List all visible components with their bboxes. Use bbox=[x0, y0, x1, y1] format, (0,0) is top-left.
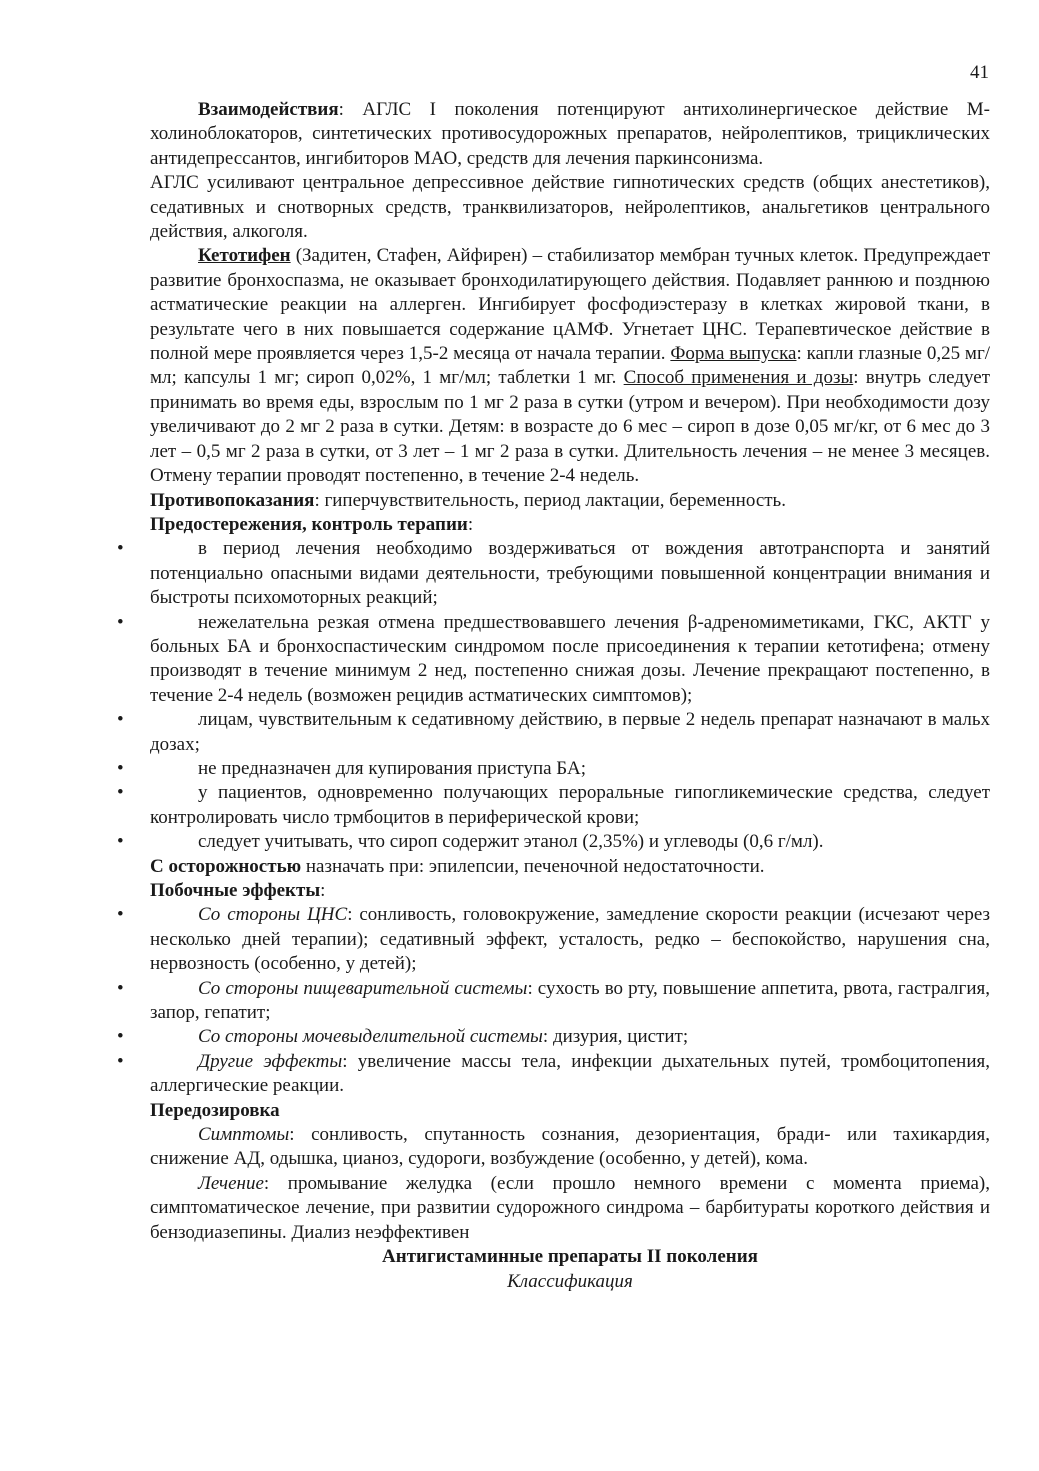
precautions-heading bbox=[150, 513, 990, 537]
contraindications-text: : гиперчувствительность, период лактации, беременность. bbox=[314, 489, 786, 511]
form-label: Форма выпуска bbox=[670, 343, 797, 365]
side-effects-colon: : bbox=[320, 880, 326, 901]
list-item: • не предназначен для купирования приступа БА; bbox=[150, 757, 990, 781]
interactions-paragraph-2: АГЛС усиливают центральное депрессивное действие гипнотических средств (общих анестетиков), седативных и снотворных средств, транквилизаторов, нейролептиков, анальгетиков центрального действия, алкоголя. bbox=[150, 172, 990, 243]
overdose-treatment bbox=[150, 1172, 990, 1245]
overdose-symptoms bbox=[150, 1123, 990, 1172]
precautions-label: Предостережения, контроль терапии bbox=[150, 513, 468, 535]
precautions-list bbox=[150, 537, 990, 854]
symptoms-label: Симптомы bbox=[198, 1124, 290, 1146]
document-body bbox=[150, 98, 990, 1294]
list-item bbox=[150, 1025, 990, 1049]
list-item: • следует учитывать, что сироп содержит этанол (2,35%) и углеводы (0,6 г/мл). bbox=[150, 830, 990, 854]
ketotifen-paragraph bbox=[150, 244, 990, 488]
treatment-label: Лечение bbox=[198, 1172, 264, 1194]
side-effects-heading bbox=[150, 879, 990, 903]
side-effect-text: : дизурия, цистит; bbox=[542, 1026, 689, 1048]
side-effect-heading: Со стороны пищеварительной системы bbox=[198, 977, 528, 999]
dose-label: Способ применения и дозы bbox=[623, 367, 854, 389]
interactions-paragraph bbox=[150, 98, 990, 171]
precautions-colon: : bbox=[467, 513, 474, 535]
caution-label: С осторожностью bbox=[150, 855, 302, 877]
interactions-label: Взаимодействия bbox=[198, 99, 339, 120]
side-effects-label: Побочные эффекты bbox=[150, 880, 321, 901]
side-effect-heading: Другие эффекты bbox=[198, 1050, 343, 1072]
side-effect-text: : сухость во рту, повышение аппетита, рвота, гастралгия, запор, гепатит; bbox=[150, 977, 990, 1024]
form-text: : капли глазные 0,25 мг/мл; капсулы 1 мг; сироп 0,02%, 1 мг/мл; таблетки 1 мг. bbox=[150, 343, 991, 389]
side-effect-text: : сонливость, головокружение, замедление скорости реакции (исчезают через несколько дней терапии); седативный эффект, усталость, редко – беспокойство, нарушения сна, нервозность (особенно, у детей); bbox=[150, 904, 990, 975]
ketotifen-text-1: (Задитен, Стафен, Айфирен) – стабилизатор мембран тучных клеток. Предупреждает развитие бронхоспазма, не оказывает бронходилатирующего действия. Подавляет раннюю и позднюю астматические реакции на аллерген. Ингибирует фосфодиэстеразу в клетках жировой ткани, в результате чего в них повышается содержание цАМФ. Угнетает ЦНС. Терапевтическое действие в полной мере проявляется через 1,5-2 месяца от начала терапии. bbox=[150, 245, 990, 365]
list-item: • у пациентов, одновременно получающих пероральные гипогликемические средства, следует контролировать число трмбоцитов в периферической крови; bbox=[150, 781, 990, 830]
section-subtitle: Классификация bbox=[507, 1270, 633, 1292]
dose-text: : внутрь следует принимать во время еды, взрослым по 1 мг 2 раза в сутки (утром и вечером). При необходимости дозу увеличивают до 2 мг 2 раза в сутки. Детям: в возрасте до 6 мес – сироп в дозе 0,05 мг/кг, от 6 мес до 3 лет – 0,5 мг 2 раза в сутки, от 3 лет – 1 мг 2 раза в сутки. Длительность лечения – не менее 3 месяцев. Отмену терапии проводят постепенно, в течение 2-4 недель. bbox=[150, 367, 990, 487]
overdose-heading: Передозировка bbox=[150, 1099, 280, 1121]
list-item: • нежелательна резкая отмена предшествовавшего лечения β-адреномиметиками, ГКС, АКТГ у больных БА и бронхоспастическим синдромом после присоединения к терапии кетотифена; отмену производят в течение минимум 2 нед, постепенно снижая дозы. Лечение прекращают постепенно, в течение 2-4 недель (возможен рецидив астматических симптомов); bbox=[150, 611, 990, 709]
interactions-text-1: : АГЛС I поколения потенцируют антихолинергическое действие М-холиноблокаторов, синтетических противосудорожных препаратов, нейролептиков, трициклических антидепрессантов, ингибиторов МАО, средств для лечения паркинсонизма. bbox=[150, 99, 990, 169]
list-item bbox=[150, 1050, 990, 1099]
list-item bbox=[150, 977, 990, 1026]
contraindications-label: Противопоказания bbox=[150, 489, 315, 511]
treatment-text: : промывание желудка (если прошло немного времени с момента приема), симптоматическое лечение, при развитии судорожного синдрома – барбитураты короткого действия и бензодиазепины. Диализ неэффективен bbox=[150, 1172, 990, 1243]
symptoms-text: : сонливость, спутанность сознания, дезориентация, бради- или тахикардия, снижение АД, одышка, цианоз, судороги, возбуждение (особенно, у детей), кома. bbox=[150, 1124, 990, 1170]
list-item: • лицам, чувствительным к седативному действию, в первые 2 недель препарат назначают в мальх дозах; bbox=[150, 708, 990, 757]
side-effect-text: : увеличение массы тела, инфекции дыхательных путей, тромбоцитопения, аллергические реакции. bbox=[150, 1050, 990, 1097]
ketotifen-name: Кетотифен bbox=[198, 245, 291, 267]
caution-text: назначать при: эпилепсии, печеночной недостаточности. bbox=[301, 855, 765, 877]
list-item bbox=[150, 903, 990, 976]
page-number: 41 bbox=[970, 62, 989, 83]
side-effect-heading: Со стороны ЦНС bbox=[198, 904, 348, 926]
side-effects-list bbox=[150, 903, 990, 1098]
caution-paragraph bbox=[150, 855, 990, 879]
list-item: • в период лечения необходимо воздерживаться от вождения автотранспорта и занятий потенциально опасными видами деятельности, требующими повышенной концентрации внимания и быстроты психомоторных реакций; bbox=[150, 537, 990, 610]
side-effect-heading: Со стороны мочевыделительной системы bbox=[198, 1026, 543, 1048]
section-title: Антигистаминные препараты II поколения bbox=[382, 1246, 758, 1268]
contraindications-paragraph bbox=[150, 489, 990, 513]
